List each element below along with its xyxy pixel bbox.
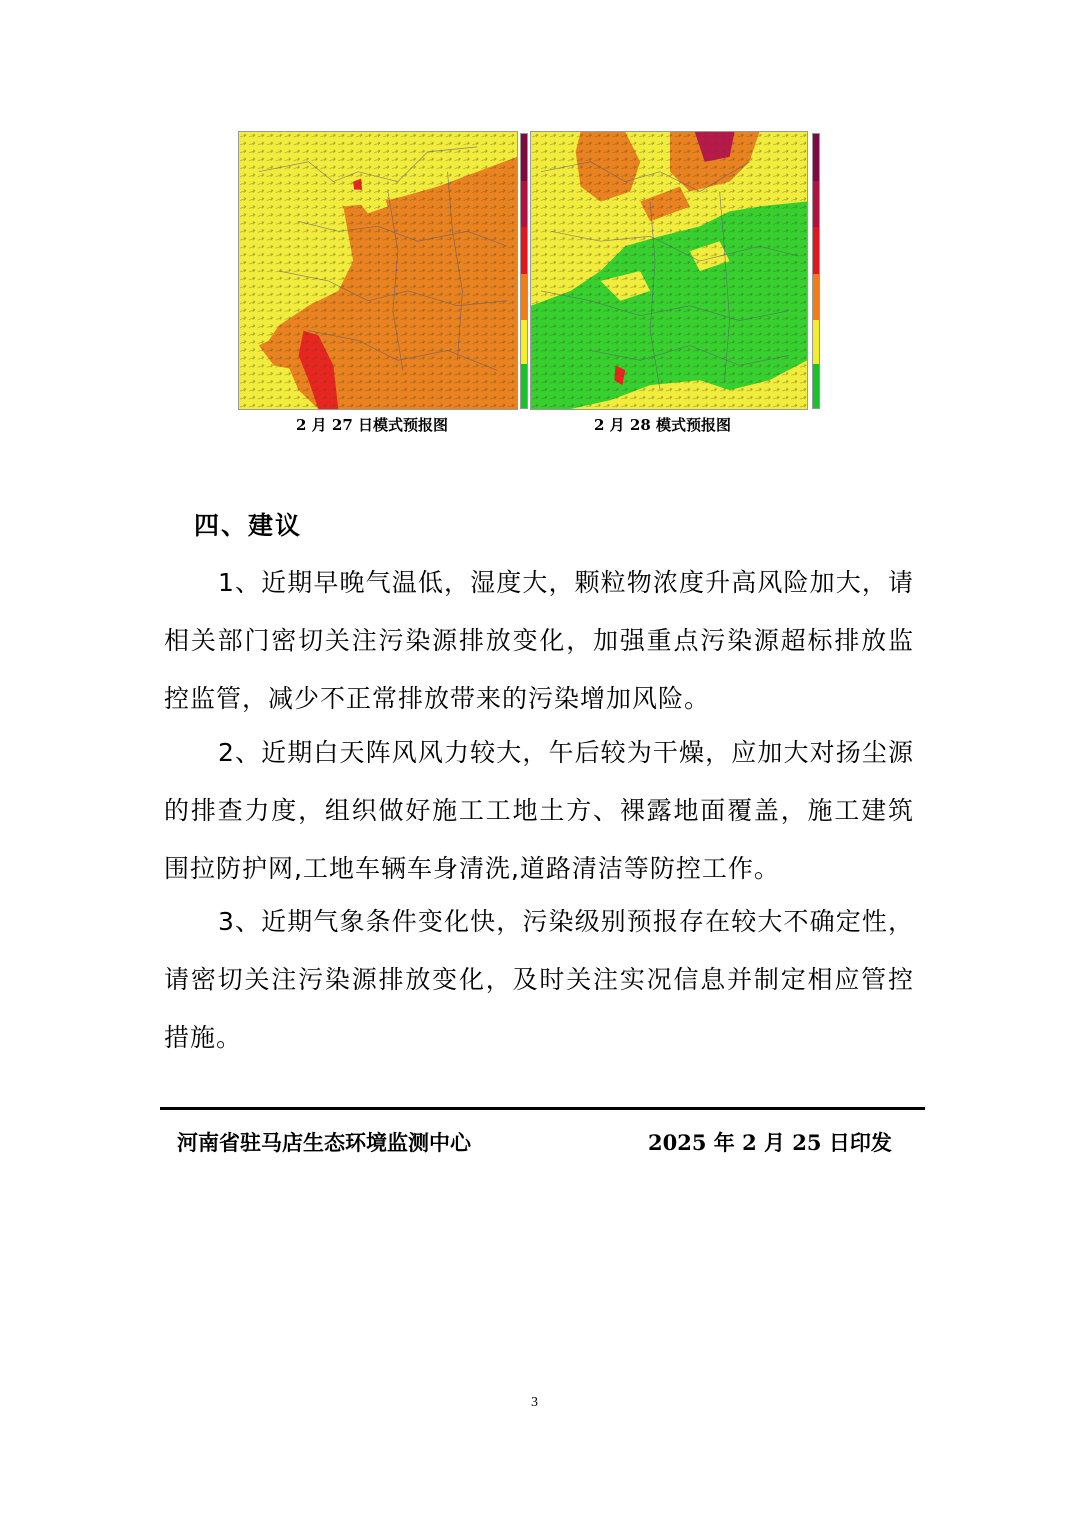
recommendation-paragraph-2: 2、近期白天阵风风力较大，午后较为干燥，应加大对扬尘源的排查力度，组织做好施工工地土方、裸露地面覆盖，施工建筑围拉防护网,工地车辆车身清洗,道路清洁等防控工作。 — [164, 738, 914, 883]
section-heading: 四、建议 — [194, 511, 303, 540]
colorbar-segment — [813, 181, 819, 228]
recommendation-paragraph-1: 1、近期早晚气温低，湿度大，颗粒物浓度升高风险加大，请相关部门密切关注污染源排放变化，加强重点污染源超标排放监控监管，减少不正常排放带来的污染增加风险。 — [164, 568, 914, 713]
colorbar-segment — [521, 274, 527, 321]
recommendation-paragraph-3: 3、近期气象条件变化快，污染级别预报存在较大不确定性，请密切关注污染源排放变化，及时关注实况信息并制定相应管控措施。 — [164, 907, 914, 1052]
map1-caption: 2 月 27 日模式预报图 — [296, 416, 448, 434]
issuing-organization: 河南省驻马店生态环境监测中心 — [177, 1131, 471, 1155]
map2-caption: 2 月 28 模式预报图 — [594, 416, 731, 434]
colorbar-1 — [520, 133, 528, 409]
footer-divider — [160, 1107, 925, 1110]
forecast-map-feb28 — [530, 131, 808, 410]
colorbar-segment — [813, 134, 819, 181]
colorbar-segment — [521, 134, 527, 181]
colorbar-segment — [521, 181, 527, 228]
issue-date: 2025 年 2 月 25 日印发 — [648, 1130, 892, 1155]
forecast-map-feb27-image — [239, 132, 517, 409]
colorbar-segment — [521, 364, 527, 408]
colorbar-2 — [812, 133, 820, 409]
forecast-map-feb28-image — [531, 132, 807, 409]
page-number: 3 — [531, 1395, 538, 1410]
colorbar-segment — [521, 320, 527, 364]
colorbar-segment — [813, 227, 819, 274]
colorbar-segment — [813, 320, 819, 364]
colorbar-segment — [813, 364, 819, 408]
colorbar-segment — [521, 227, 527, 274]
colorbar-segment — [813, 274, 819, 321]
forecast-map-feb27 — [238, 131, 518, 410]
